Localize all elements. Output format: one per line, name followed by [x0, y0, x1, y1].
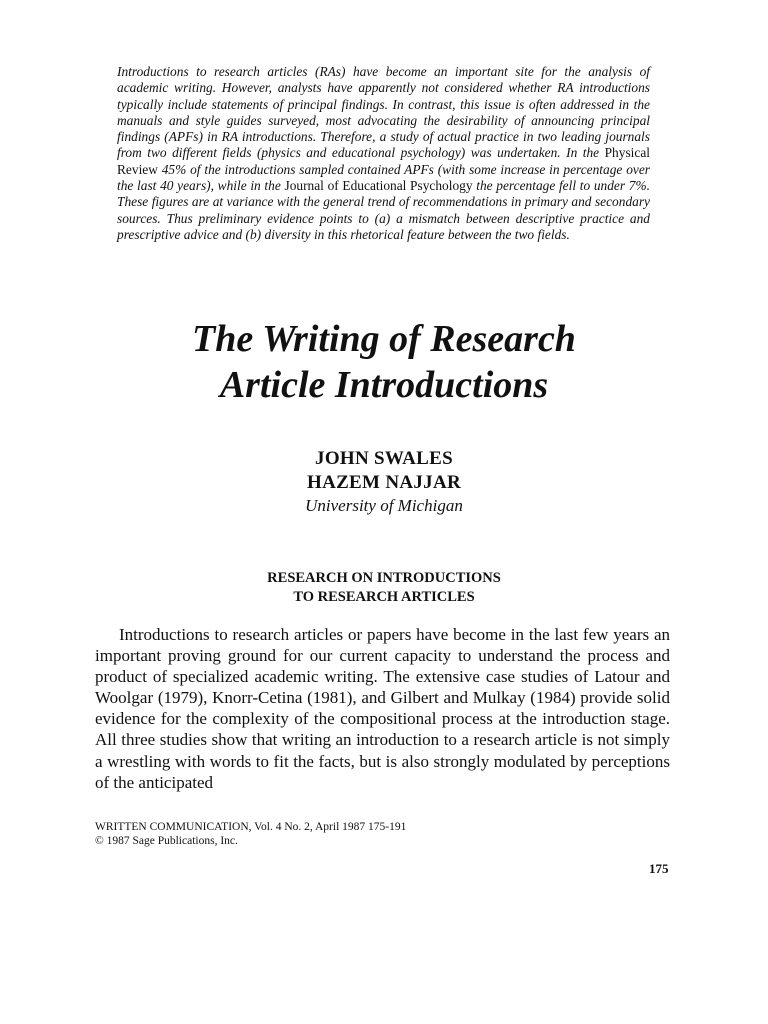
- page-number: 175: [649, 861, 669, 876]
- author-name: HAZEM NAJJAR: [306, 472, 461, 493]
- body-paragraph: Introductions to research articles or papers have become in the last few years an important proving ground for our current capacity to understand the process and product of specialized academic writing. The extensive case studies of Latour and Woolgar (1979), Knorr-Cetina (1981), and Gilbert and Mulkay (1984) provide solid evidence for the complexity of the compositional process at the introduction stage. All three studies show that writing an introduction to a research article is not simply a wrestling with words to fit the facts, but is also strongly modulated by perceptions of the anticipated: [95, 625, 670, 792]
- journal-name-physical-review: Physical Review: [117, 145, 650, 177]
- abstract-text-2: 45% of the introductions sampled contained APFs (with some increase in percentage over the last 40 years), while in the: [117, 161, 650, 194]
- abstract-text-1: Introductions to research articles (RAs) have become an important site for the analysis of academic writing. However, analysts have apparently not considered whether RA introductions typically include statements of principal findings. In contrast, this issue is often addressed in the manuals and style guides surveyed, most advocating the desirability of announcing principal findings (APFs) in RA introductions. Therefore, a study of actual practice in two leading journals from two different fields (physics and educational psychology) was undertaken. In the: [117, 64, 650, 161]
- copyright-notice: © 1987 Sage Publications, Inc.: [95, 835, 238, 847]
- article-title: [0, 316, 768, 408]
- journal-citation: WRITTEN COMMUNICATION, Vol. 4 No. 2, April 1987 175-191: [95, 821, 407, 833]
- author-affiliation: University of Michigan: [305, 496, 463, 515]
- title-line-1: The Writing of Research: [192, 318, 576, 360]
- abstract: [117, 64, 650, 243]
- journal-name-educational-psychology: Journal of Educational Psychology: [284, 178, 473, 194]
- title-line-2: Article Introductions: [219, 364, 549, 406]
- footer: [95, 820, 406, 848]
- section-heading-line-1: RESEARCH ON INTRODUCTIONS: [267, 570, 501, 586]
- section-heading: [0, 569, 768, 607]
- section-heading-line-2: TO RESEARCH ARTICLES: [293, 589, 475, 605]
- author-name: JOHN SWALES: [315, 448, 453, 469]
- abstract-text-3: the percentage fell to under 7%. These figures are at variance with the general trend of recommendations in primary and secondary sources. Thus preliminary evidence points to (a) a mismatch between descriptive practice and prescriptive advice and (b) diversity in this rhetorical feature between the two fields.: [117, 178, 650, 242]
